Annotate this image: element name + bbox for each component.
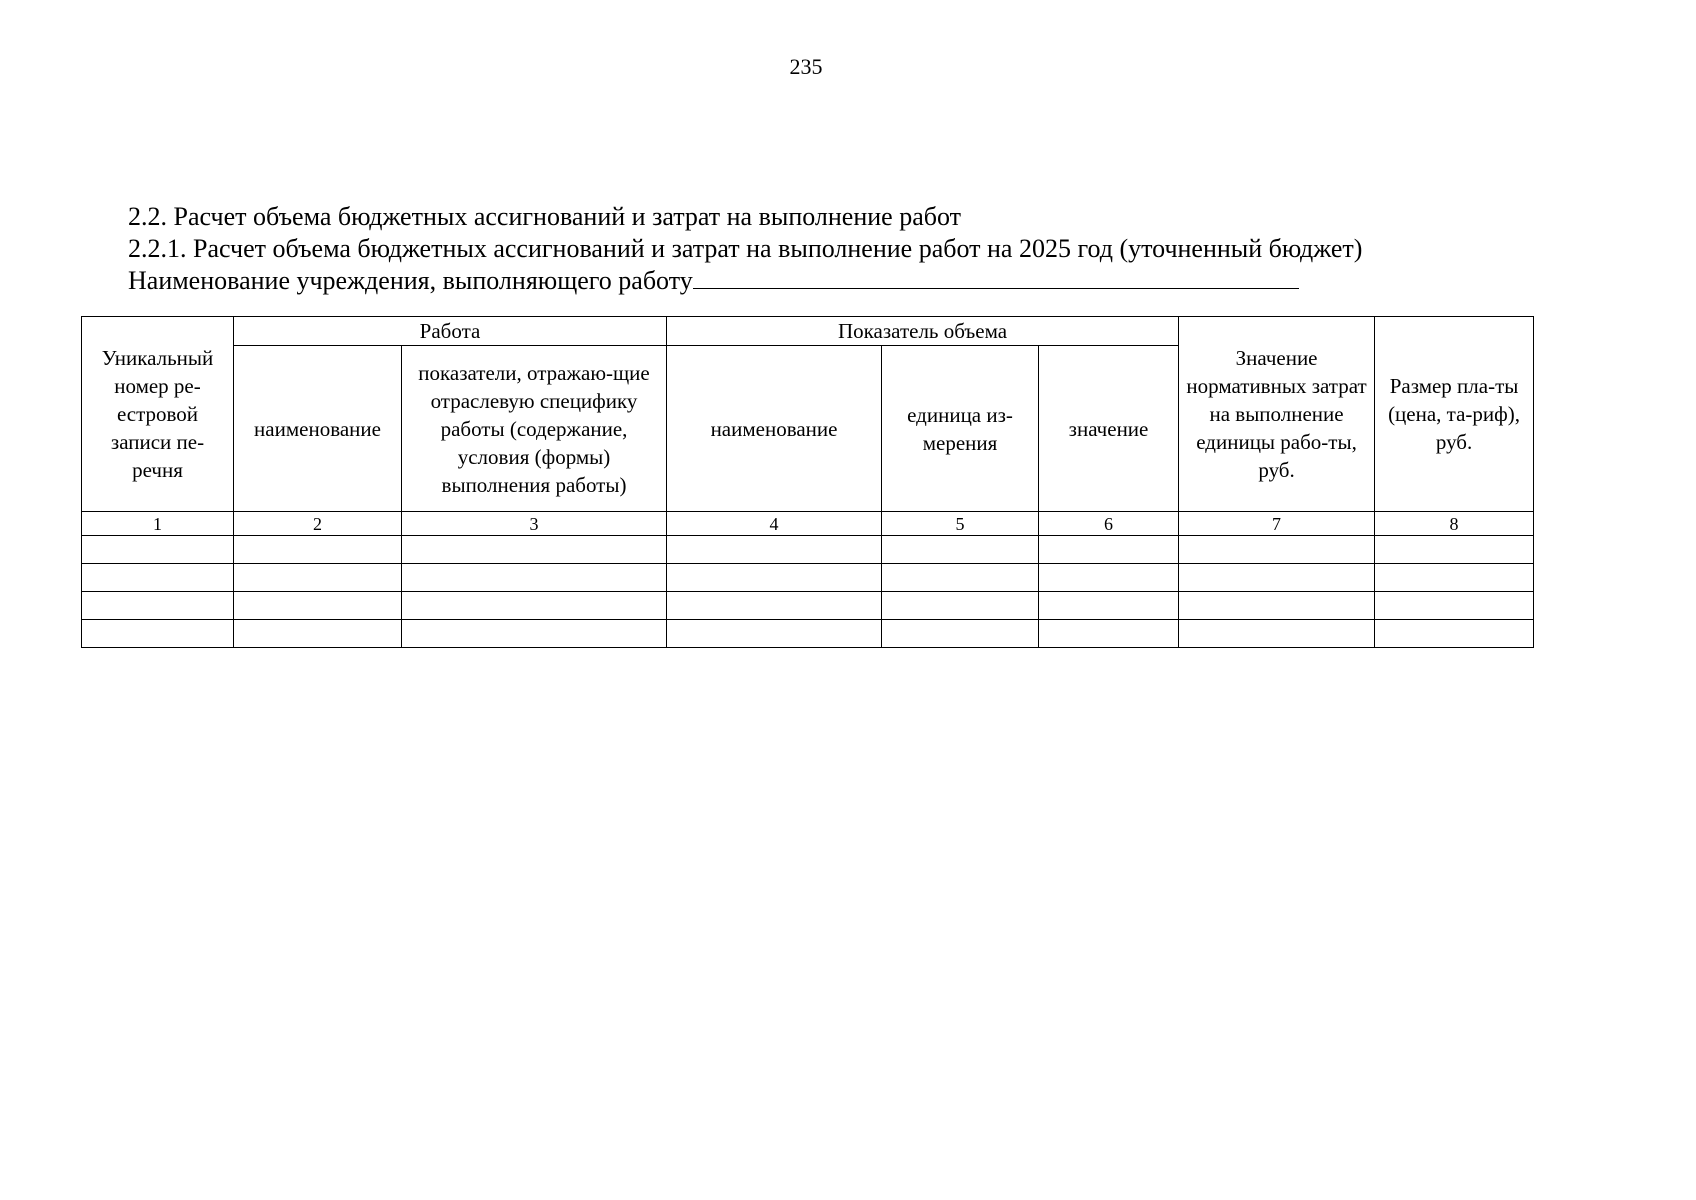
table-cell [882, 620, 1039, 648]
table-cell [667, 620, 882, 648]
table-cell [234, 536, 402, 564]
table-cell [1039, 536, 1179, 564]
column-number: 4 [667, 512, 882, 536]
table-row [82, 564, 1534, 592]
column-number: 8 [1375, 512, 1534, 536]
headings-block [128, 201, 1362, 297]
header-work-group: Работа [234, 317, 667, 346]
table-cell [234, 620, 402, 648]
column-number-row [82, 512, 1534, 536]
table-cell [882, 564, 1039, 592]
column-number: 7 [1179, 512, 1375, 536]
table-cell [82, 536, 234, 564]
table-cell [1179, 620, 1375, 648]
header-volume-name: наименование [667, 346, 882, 512]
institution-fill-line [693, 266, 1299, 289]
table-cell [1375, 536, 1534, 564]
table-row [82, 592, 1534, 620]
table-cell [1039, 592, 1179, 620]
institution-label: Наименование учреждения, выполняющего работу [128, 266, 693, 295]
header-work-indicators: показатели, отражаю-щие отраслевую специфику работы (содержание, условия (формы) выполнения работы) [402, 346, 667, 512]
table-cell [1179, 536, 1375, 564]
table-cell [1375, 592, 1534, 620]
header-fee: Размер пла-ты (цена, та-риф), руб. [1375, 317, 1534, 512]
subsection-heading: 2.2.1. Расчет объема бюджетных ассигнований и затрат на выполнение работ на 2025 год (уточненный бюджет) [128, 234, 1363, 263]
header-normative-cost: Значение нормативных затрат на выполнение единицы рабо-ты, руб. [1179, 317, 1375, 512]
table-cell [234, 564, 402, 592]
table-cell [1375, 620, 1534, 648]
header-volume-value: значение [1039, 346, 1179, 512]
header-volume-group: Показатель объема [667, 317, 1179, 346]
table-cell [1375, 564, 1534, 592]
header-unique-number: Уникальный номер ре-естровой записи пе-речня [82, 317, 234, 512]
page-number: 235 [789, 54, 823, 79]
table-row [82, 536, 1534, 564]
table-cell [1039, 620, 1179, 648]
section-heading: 2.2. Расчет объема бюджетных ассигнований и затрат на выполнение работ [128, 202, 961, 231]
institution-line [128, 265, 1362, 297]
table-cell [882, 592, 1039, 620]
budget-calculation-table [81, 316, 1534, 648]
column-number: 1 [82, 512, 234, 536]
table-row [82, 620, 1534, 648]
table-cell [667, 536, 882, 564]
column-number: 5 [882, 512, 1039, 536]
table-cell [82, 592, 234, 620]
column-number: 3 [402, 512, 667, 536]
header-work-name: наименование [234, 346, 402, 512]
column-number: 2 [234, 512, 402, 536]
table-cell [234, 592, 402, 620]
table-cell [1039, 564, 1179, 592]
table-cell [402, 592, 667, 620]
table-cell [882, 536, 1039, 564]
table-cell [1179, 564, 1375, 592]
table-cell [402, 620, 667, 648]
table-cell [402, 564, 667, 592]
table-cell [402, 536, 667, 564]
table-cell [1179, 592, 1375, 620]
table-cell [667, 592, 882, 620]
table-cell [82, 564, 234, 592]
column-number: 6 [1039, 512, 1179, 536]
table-cell [82, 620, 234, 648]
table-cell [667, 564, 882, 592]
header-volume-unit: единица из-мерения [882, 346, 1039, 512]
